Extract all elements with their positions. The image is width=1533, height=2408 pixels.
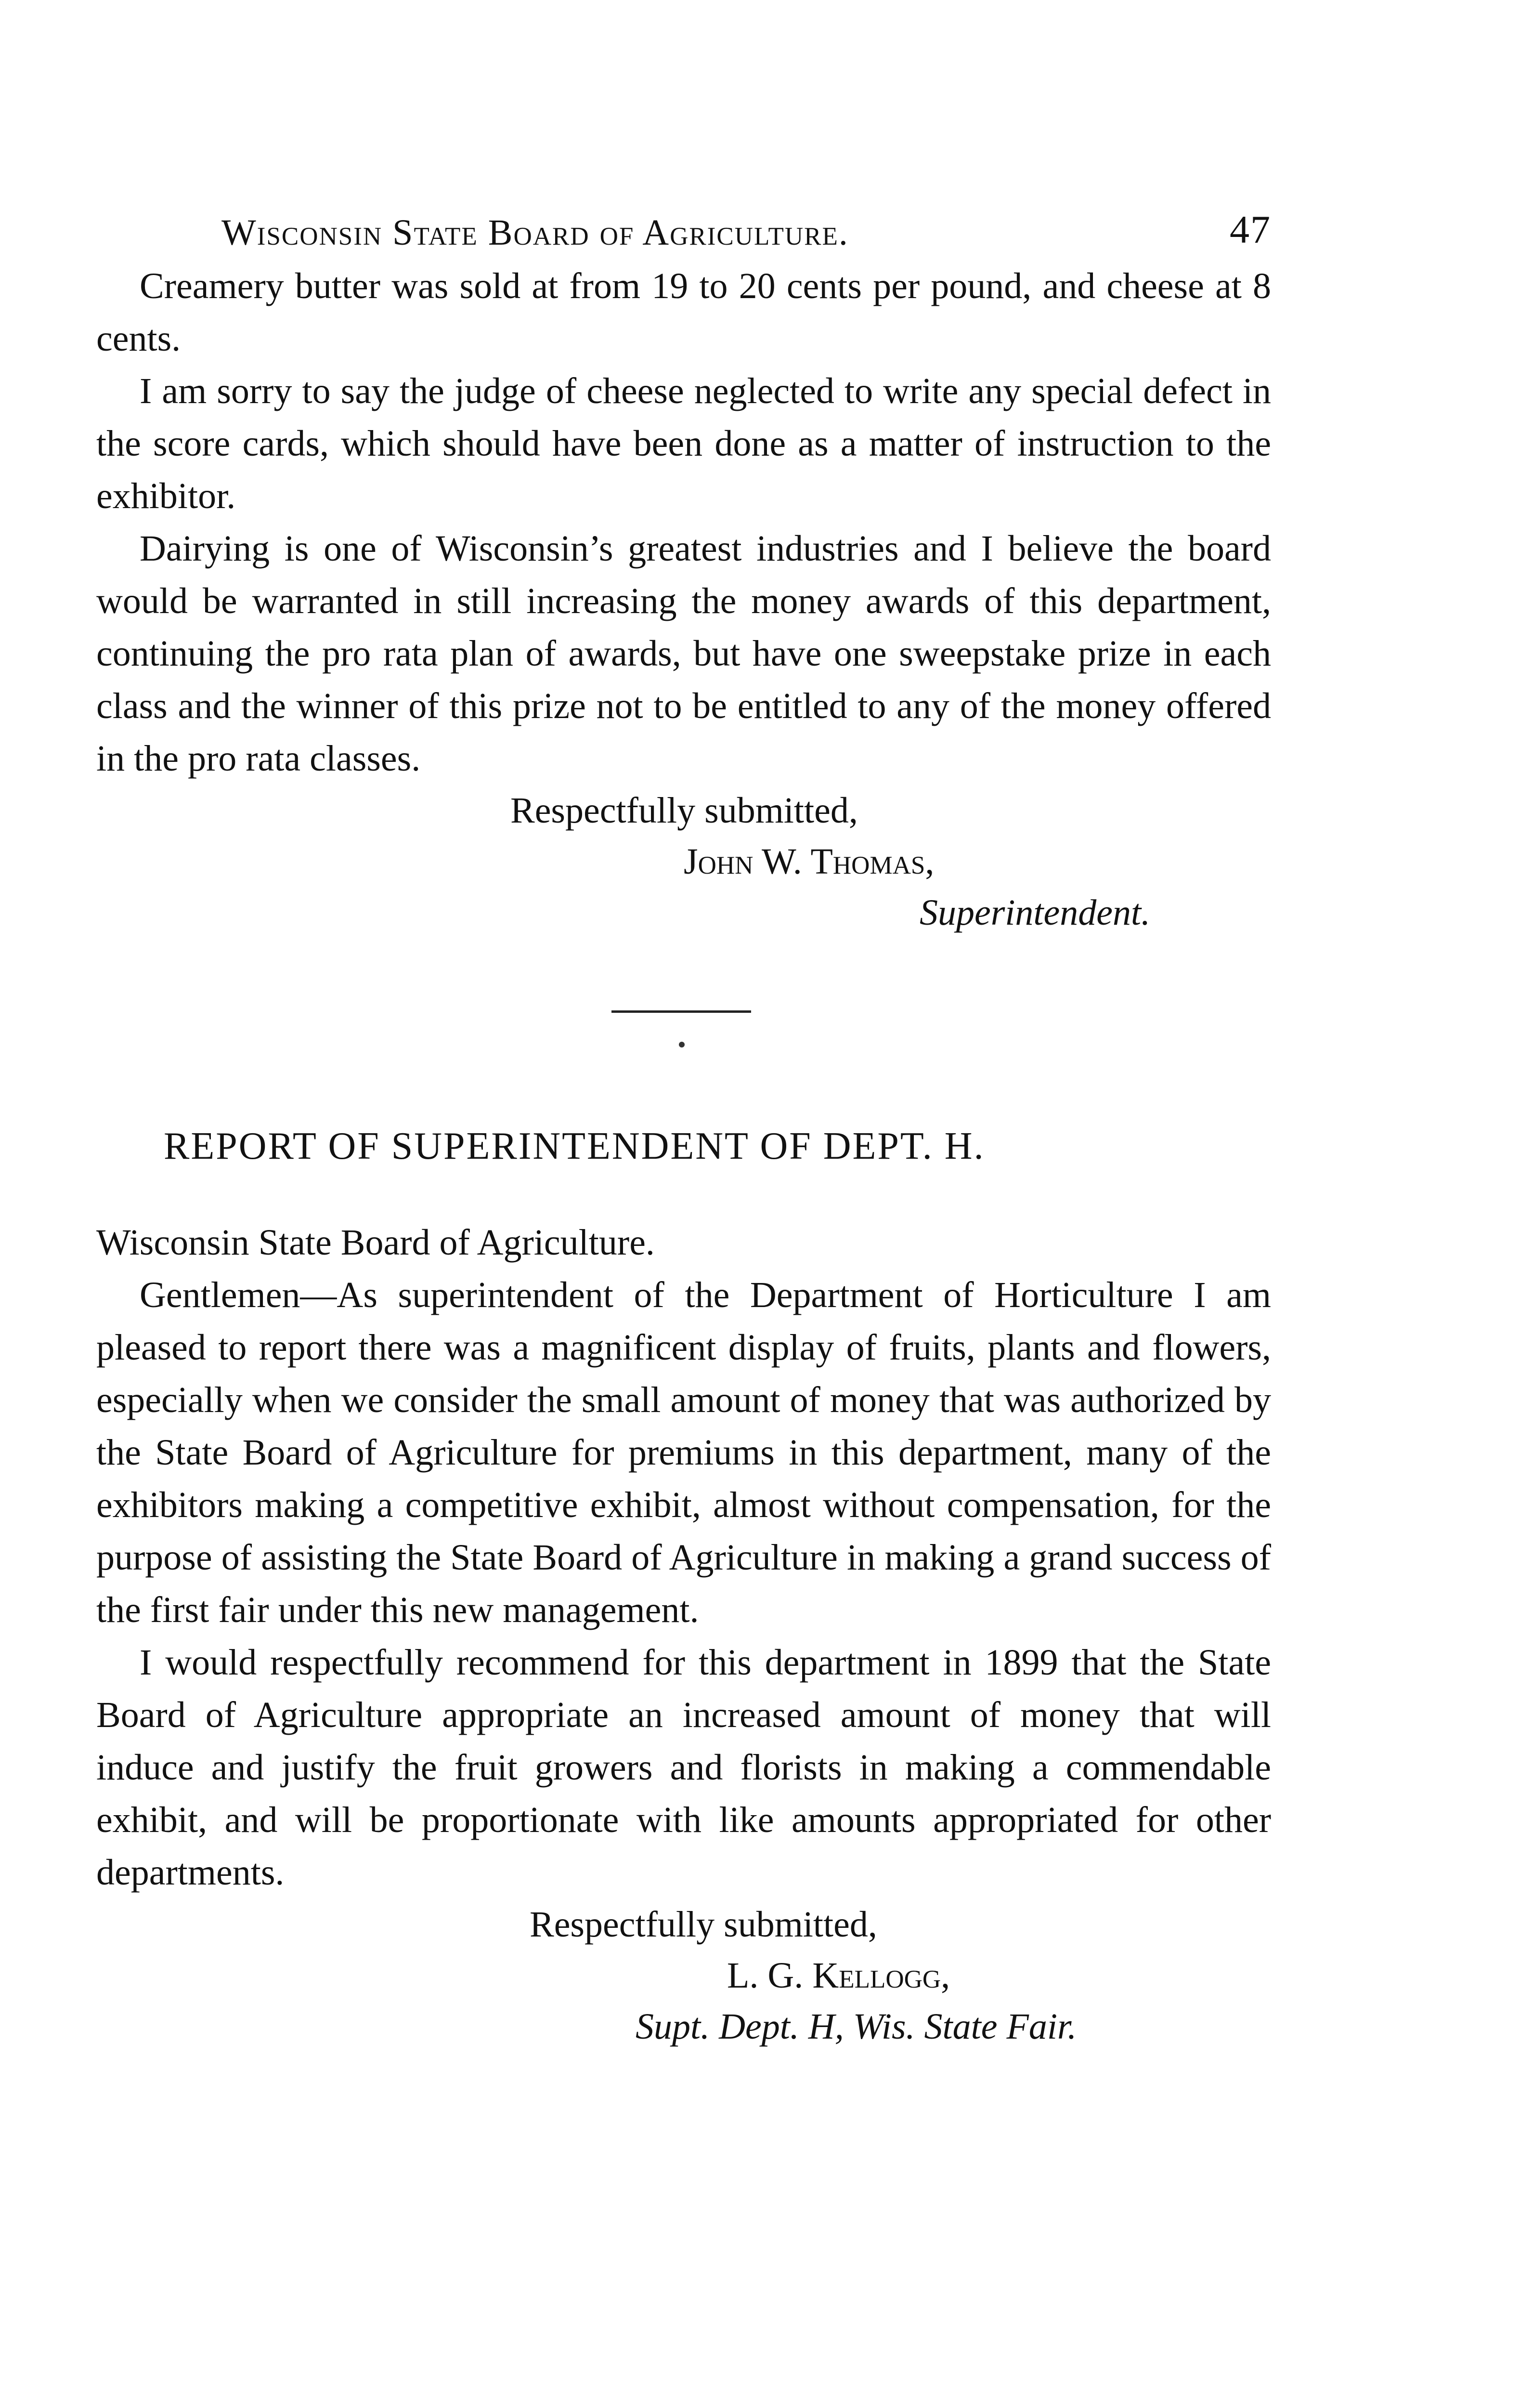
signer-title: Supt. Dept. H, Wis. State Fair. (636, 2006, 1077, 2047)
signer-name (684, 836, 1271, 887)
divider-dot (679, 1042, 685, 1047)
document-page (96, 202, 1271, 2052)
signer-initial-k: K (812, 1955, 839, 1996)
running-title-of: of (599, 212, 635, 253)
running-title-initial-a: A (642, 212, 670, 253)
signer-title: Superintendent. (920, 892, 1151, 933)
running-title (221, 212, 849, 254)
signer-ohn: ohn (698, 841, 754, 882)
paragraph: I would respectfully recommend for this department in 1899 that the State Board of Agriculture appropriate an increased amount of money that will induce and justify the fruit growers and florists in making a commendable exhibit, and will be proportionate with like amounts appropriated for other departments. (96, 1642, 1271, 1893)
signer-middle-initial: W. (762, 841, 802, 882)
signer-homas: homas, (832, 841, 935, 882)
signer-initial-t: T (810, 841, 833, 882)
section-horticulture-report (96, 1125, 1271, 2052)
signer-ellogg: ellogg, (839, 1955, 950, 1996)
running-title-tate: tate (414, 212, 478, 253)
signer-name (727, 1950, 1271, 2001)
running-title-oard: oard (513, 212, 590, 253)
closing-line: Respectfully submitted, (510, 790, 858, 831)
section-divider-rule (611, 1010, 751, 1013)
section-dairy-report (96, 260, 1271, 938)
salutation: Wisconsin State Board of Agriculture. (96, 1222, 655, 1263)
section-heading: REPORT OF SUPERINTENDENT OF DEPT. H. (164, 1125, 985, 1167)
running-title-initial-s: S (392, 212, 414, 253)
running-header (96, 202, 1271, 260)
closing-line: Respectfully submitted, (530, 1904, 877, 1945)
running-title-initial-w: W (221, 212, 257, 253)
signer-initials: L. G. (727, 1955, 804, 1996)
signer-initial-j: J (684, 841, 698, 882)
paragraph: Gentlemen—As superintendent of the Department of Horticulture I am pleased to report there was a magnificent display of fruits, plants and flowers, especially when we consider the small amount of money that was authorized by the State Board of Agriculture for premiums in this department, many of the exhibitors making a competitive exhibit, almost without compensation, for the purpose of assisting the State Board of Agriculture in making a grand success of the first fair under this new management. (96, 1275, 1271, 1630)
running-title-griculture: griculture. (670, 212, 849, 253)
page-number: 47 (1230, 208, 1271, 251)
paragraph: Dairying is one of Wisconsin’s greatest industries and I believe the board would be warranted in still increasing the money awards of this department, continuing the pro rata plan of awards, but have one sweepstake prize in each class and the winner of this prize not to be entitled to any of the money offered in the pro rata classes. (96, 528, 1271, 779)
paragraph: I am sorry to say the judge of cheese neglected to write any special defect in the score cards, which should have been done as a matter of instruction to the exhibitor. (96, 371, 1271, 516)
running-title-isconsin: isconsin (257, 212, 383, 253)
running-title-initial-b: B (488, 212, 514, 253)
paragraph: Creamery butter was sold at from 19 to 20 cents per pound, and cheese at 8 cents. (96, 266, 1271, 359)
